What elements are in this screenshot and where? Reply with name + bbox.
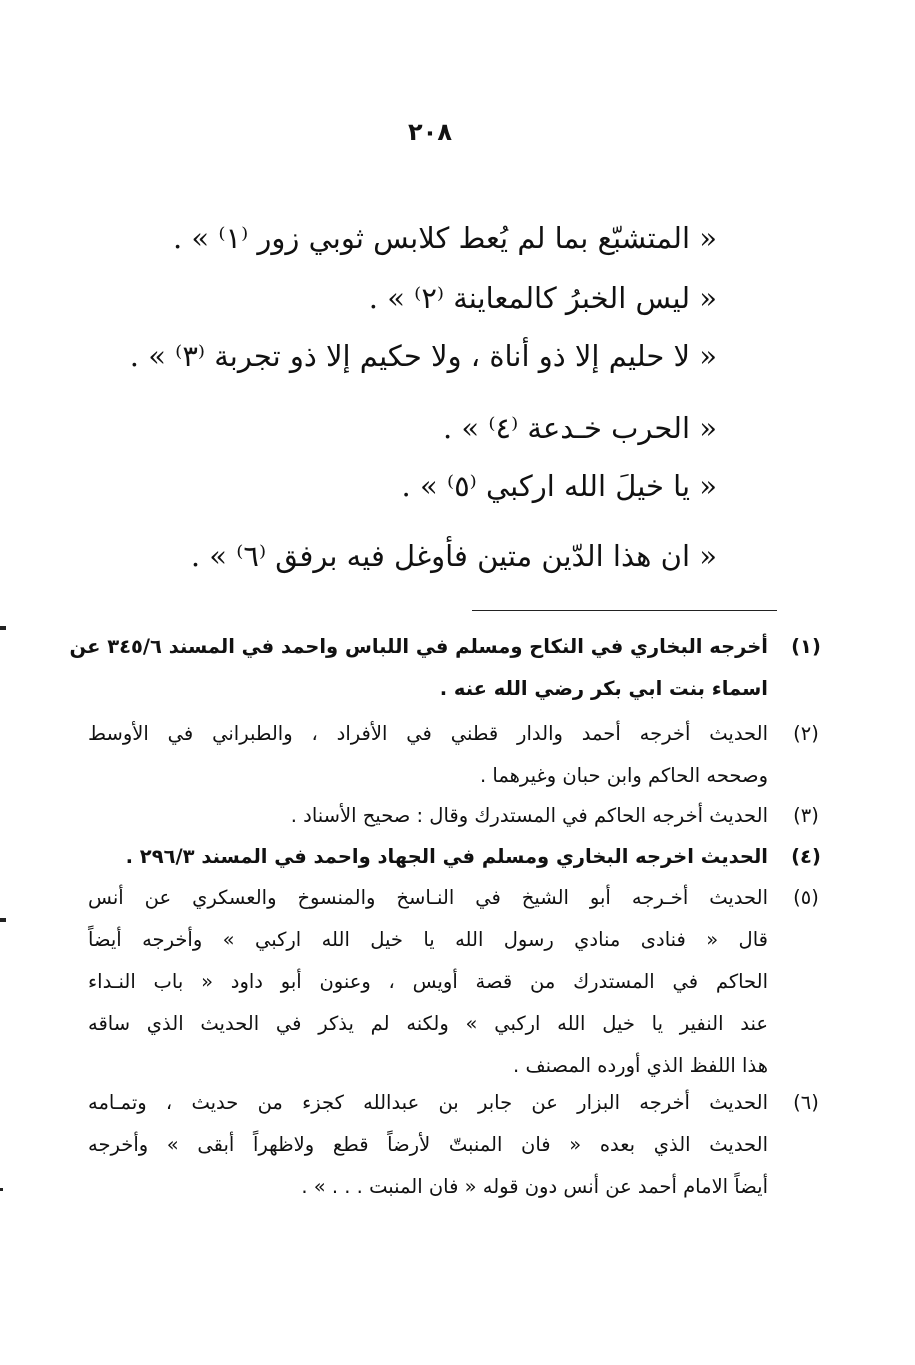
footnote-line: الحديث الذي بعده « فان المنبتّ لأرضاً قطع ولاظهراً أبقى » وأخرجه bbox=[88, 1133, 768, 1156]
footnote-line: أيضاً الامام أحمد عن أنس دون قوله « فان المنبت . . . » . bbox=[301, 1175, 768, 1198]
footnote-line: الحديث أخرجه البزار عن جابر بن عبدالله كجزء من حديث ، وتمـامه bbox=[88, 1091, 768, 1114]
footnote-number: (٥) bbox=[793, 886, 819, 909]
footnote-line: وصححه الحاكم وابن حبان وغيرهما . bbox=[479, 764, 768, 787]
footnote bbox=[88, 795, 819, 837]
footnote-number: (٦) bbox=[793, 1091, 819, 1114]
footnote-line: الحديث أخرجه أحمد والدار قطني في الأفراد ، والطبراني في الأوسط bbox=[88, 722, 768, 745]
footnote-line: قال « فنادى منادي رسول الله يا خيل الله اركبي » وأخرجه أيضاً bbox=[88, 928, 768, 951]
scan-margin-mark bbox=[0, 1188, 3, 1191]
footnote-number: (٤) bbox=[791, 845, 821, 868]
footnote-number: (١) bbox=[791, 635, 821, 658]
footnote-line: الحاكم في المستدرك من قصة أويس ، وعنون أبو داود « باب النـداء bbox=[88, 970, 768, 993]
hadith-line: « ان هذا الدّين متين فأوغل فيه برفق ⁽٦⁾ » . bbox=[190, 539, 717, 573]
footnote bbox=[88, 836, 821, 878]
page-number: ٢٠٨ bbox=[408, 118, 452, 146]
hadith-line: « ليس الخبرُ كالمعاينة ⁽٢⁾ » . bbox=[368, 281, 717, 315]
footnote bbox=[69, 626, 821, 710]
scan-margin-mark bbox=[0, 626, 6, 630]
footnote-number: (٣) bbox=[793, 804, 819, 827]
footnote-number: (٢) bbox=[793, 722, 819, 745]
hadith-line: « الحرب خـدعة ⁽٤⁾ » . bbox=[442, 411, 717, 445]
hadith-line: « لا حليم إلا ذو أناة ، ولا حكيم إلا ذو تجربة ⁽٣⁾ » . bbox=[129, 339, 717, 373]
hadith-line: « المتشبّع بما لم يُعط كلابس ثوبي زور ⁽١⁾ » . bbox=[172, 221, 717, 255]
footnote-separator bbox=[472, 610, 777, 611]
footnote-line: أخرجه البخاري في النكاح ومسلم في اللباس واحمد في المسند ٣٤٥/٦ عن bbox=[69, 635, 768, 658]
footnote-line: الحديث أخرجه الحاكم في المستدرك وقال : صحيح الأسناد . bbox=[290, 804, 768, 827]
footnote-line: هذا اللفظ الذي أورده المصنف . bbox=[513, 1054, 768, 1077]
footnote-line: الحديث اخرجه البخاري ومسلم في الجهاد واحمد في المسند ٢٩٦/٣ . bbox=[125, 845, 768, 868]
hadith-line: « يا خيلَ الله اركبي ⁽٥⁾ » . bbox=[401, 469, 717, 503]
footnote-line: اسماء بنت ابي بكر رضي الله عنه . bbox=[439, 677, 768, 700]
footnote-line: الحديث أخـرجه أبو الشيخ في النـاسخ والمنسوخ والعسكري عن أنس bbox=[88, 886, 768, 909]
footnote-line: عند النفير يا خيل الله اركبي » ولكنه لم يذكر في الحديث الذي ساقه bbox=[88, 1012, 768, 1035]
scan-margin-mark bbox=[0, 918, 6, 922]
footnote bbox=[88, 1082, 819, 1208]
footnote bbox=[88, 877, 819, 1087]
footnote bbox=[88, 713, 819, 797]
